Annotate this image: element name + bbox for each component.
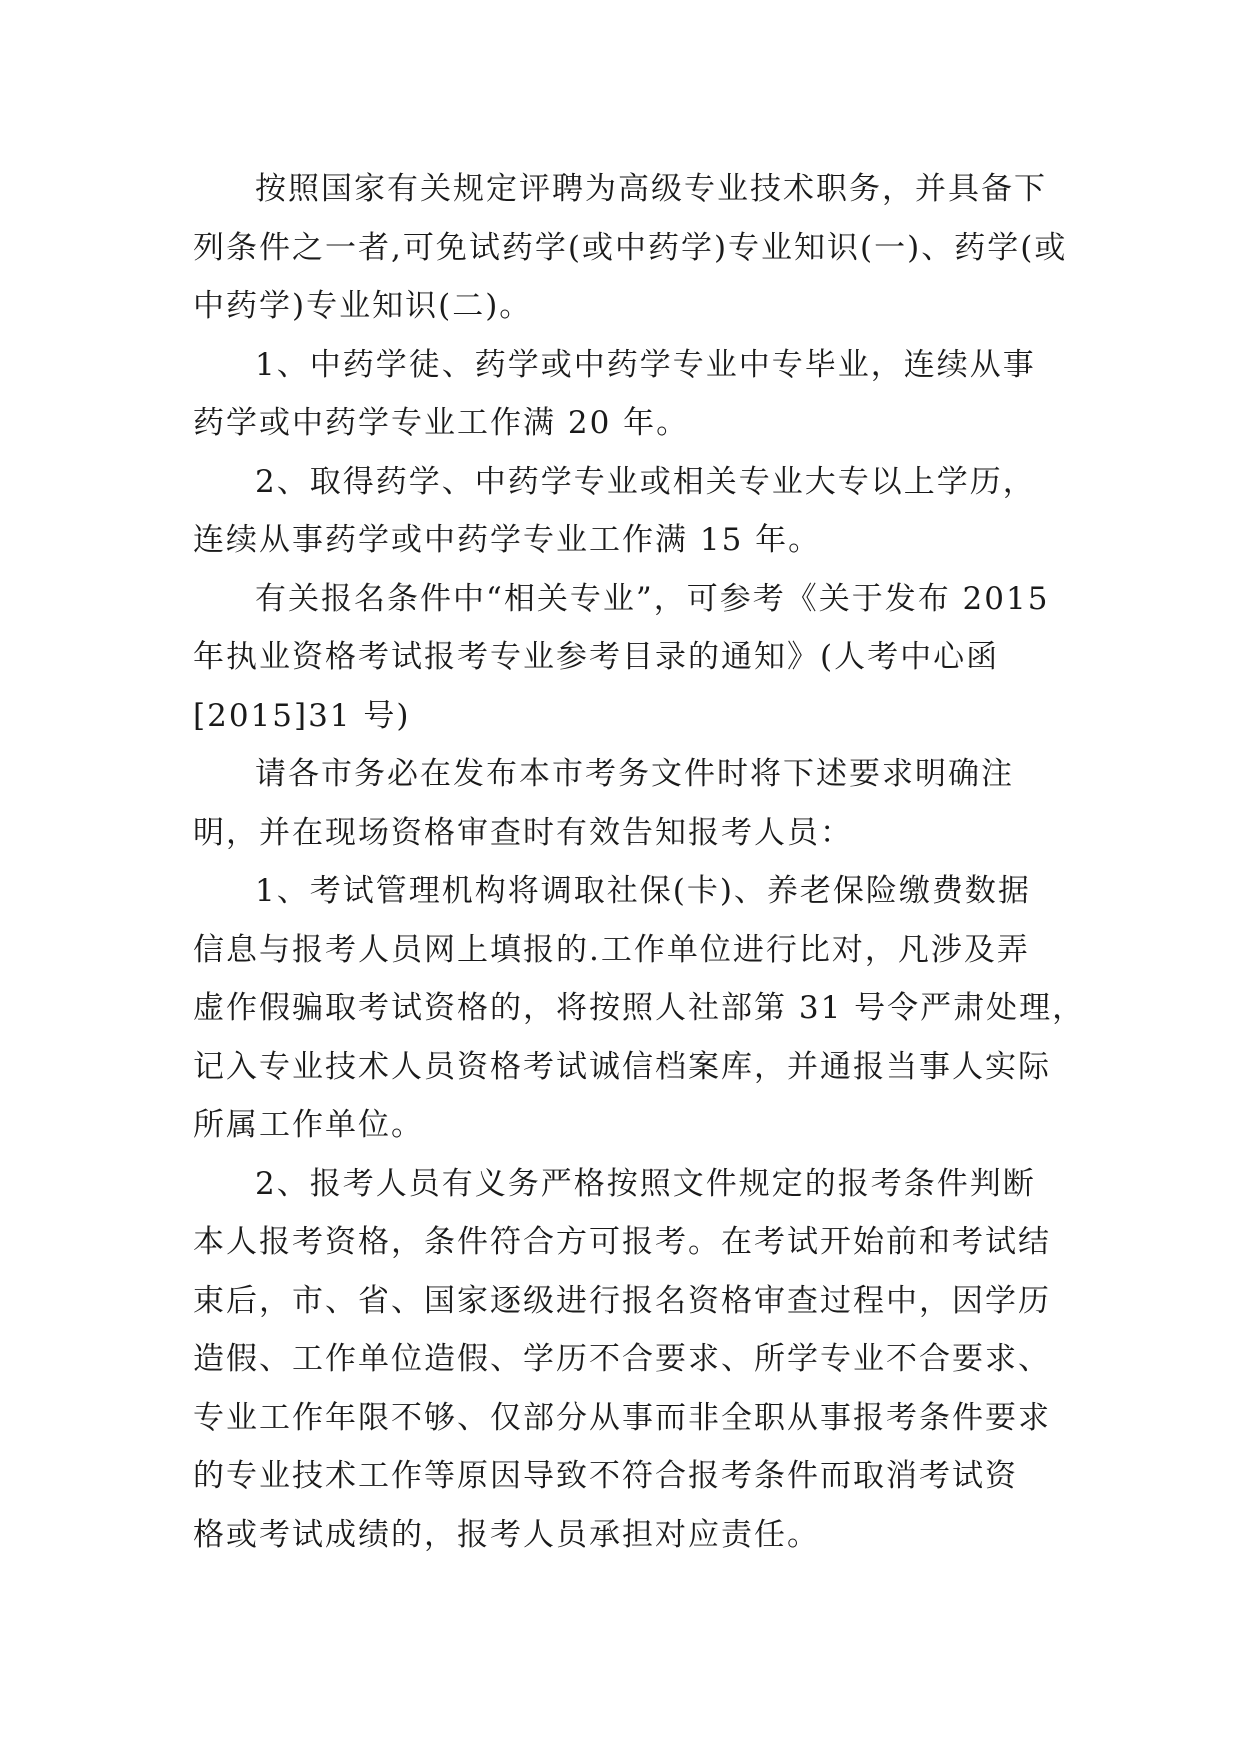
- paragraph-city-requirements-intro: [193, 745, 1048, 862]
- text-line: [2015]31 号): [193, 697, 411, 734]
- text-line: 专业工作年限不够、仅部分从事而非全职从事报考条件要求: [193, 1399, 1051, 1436]
- text-line: 本人报考资格，条件符合方可报考。在考试开始前和考试结: [193, 1224, 1051, 1260]
- text-line: 连续从事药学或中药学专业工作满 15 年。: [193, 522, 822, 558]
- paragraph-related-major-note: [193, 570, 1048, 746]
- text-line: 2、报考人员有义务严格按照文件规定的报考条件判断: [255, 1165, 1036, 1202]
- text-line: 药学或中药学专业工作满 20 年。: [193, 405, 690, 441]
- text-line: 中药学)专业知识(二)。: [193, 288, 533, 324]
- text-line: 请各市务必在发布本市考务文件时将下述要求明确注: [255, 756, 1014, 792]
- paragraph-exemption-condition-1: [193, 336, 1048, 453]
- text-line: 造假、工作单位造假、学历不合要求、所学专业不合要求、: [193, 1341, 1051, 1377]
- document-body: [193, 160, 1086, 1564]
- text-line: 虚作假骗取考试资格的，将按照人社部第 31 号令严肃处理，: [193, 990, 1086, 1026]
- text-line: 格或考试成绩的，报考人员承担对应责任。: [193, 1516, 820, 1553]
- text-line: 有关报名条件中“相关专业”，可参考《关于发布 2015: [255, 580, 1050, 617]
- paragraph-requirement-1: [193, 862, 1086, 1155]
- paragraph-requirement-2: [193, 1155, 1051, 1565]
- text-line: 按照国家有关规定评聘为高级专业技术职务，并具备下: [255, 171, 1047, 207]
- text-line: 1、中药学徒、药学或中药学专业中专毕业，连续从事: [255, 346, 1036, 383]
- text-line: 明，并在现场资格审查时有效告知报考人员：: [193, 814, 853, 851]
- paragraph-exemption-condition-2: [193, 453, 1048, 570]
- text-line: 记入专业技术人员资格考试诚信档案库，并通报当事人实际: [193, 1048, 1051, 1085]
- text-line: 信息与报考人员网上填报的.工作单位进行比对，凡涉及弄: [193, 931, 1030, 968]
- text-line: 的专业技术工作等原因导致不符合报考条件而取消考试资: [193, 1458, 1018, 1494]
- text-line: 2、取得药学、中药学专业或相关专业大专以上学历，: [255, 463, 1036, 500]
- paragraph-exemption-intro: [193, 160, 1068, 336]
- text-line: 列条件之一者,可免试药学(或中药学)专业知识(一)、药学(或: [193, 229, 1068, 266]
- text-line: 所属工作单位。: [193, 1107, 424, 1143]
- text-line: 年执业资格考试报考专业参考目录的通知》(人考中心函: [193, 639, 1000, 675]
- text-line: 束后，市、省、国家逐级进行报名资格审查过程中，因学历: [193, 1282, 1051, 1319]
- text-line: 1、考试管理机构将调取社保(卡)、养老保险缴费数据: [255, 873, 1031, 909]
